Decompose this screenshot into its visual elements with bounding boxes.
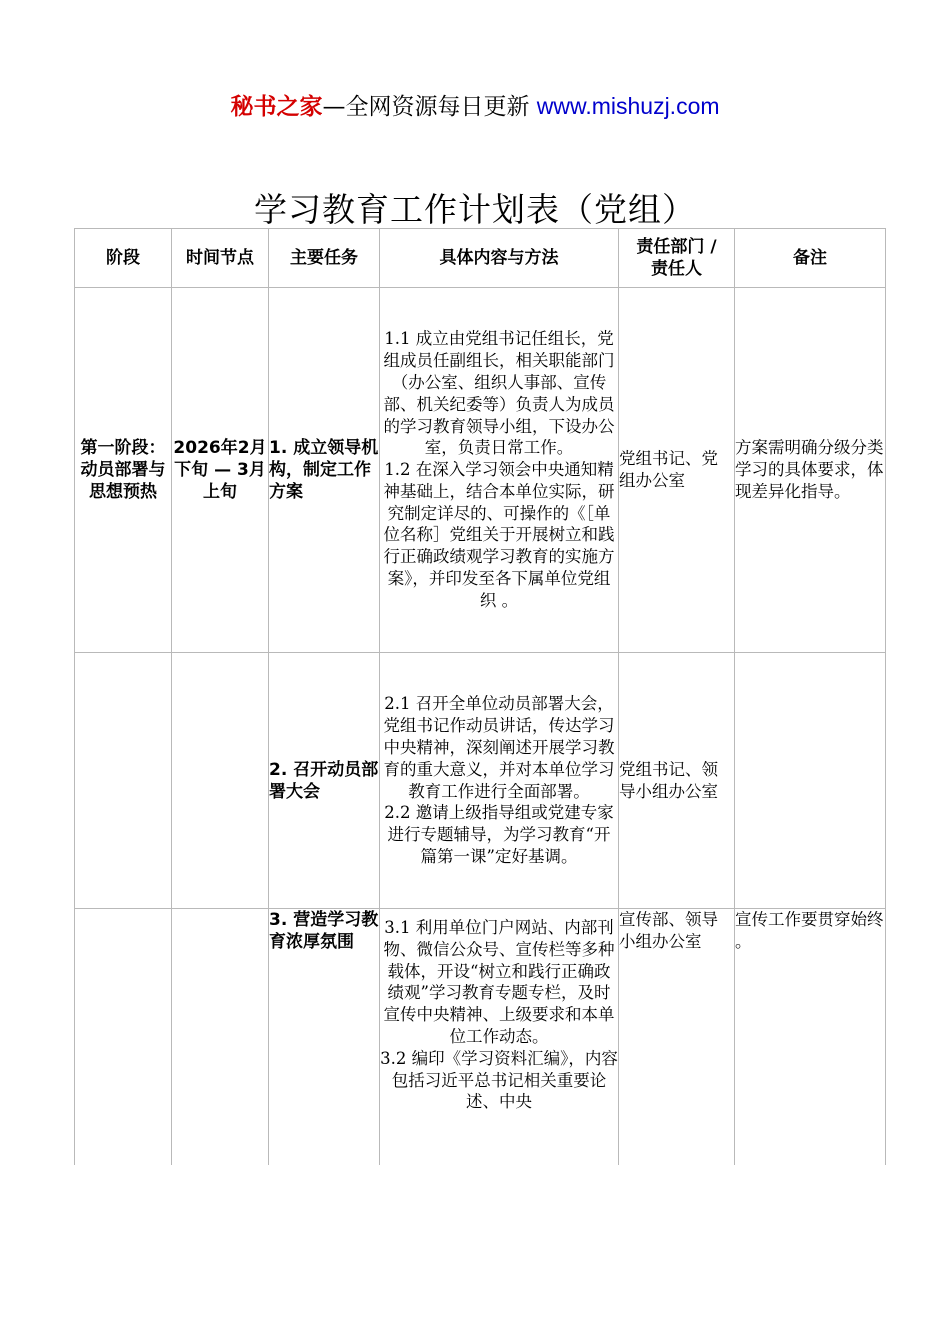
column-header-content: 具体内容与方法 [380,229,619,288]
table-row [75,909,886,1165]
table-row [75,288,886,653]
table-row [75,653,886,909]
content-cell [380,288,619,653]
slogan: —全网资源每日更新 [322,94,530,120]
content-paragraph: 2.2 邀请上级指导组或党建专家进行专题辅导，为学习教育“开篇第一课”定好基调。 [384,803,614,866]
dept-cell: 党组书记、党组办公室 [619,288,735,653]
time-cell: 2026年2月下旬 — 3月上旬 [172,288,269,653]
note-cell [735,653,886,909]
column-header-note: 备注 [735,229,886,288]
time-cell [172,909,269,1165]
task-cell: 2. 召开动员部署大会 [269,653,380,909]
content-paragraph: 1.2 在深入学习领会中央通知精神基础上，结合本单位实际，研究制定详尽的、可操作的《［单位名称］党组关于开展树立和践行正确政绩观学习教育的实施方案》，并印发至各下属单位党组织 。 [383,460,615,610]
column-header-dept: 责任部门 / 责任人 [619,229,735,288]
note-cell: 方案需明确分级分类学习的具体要求，体现差异化指导。 [735,288,886,653]
stage-cell: 第一阶段：动员部署与思想预热 [75,288,172,653]
stage-cell [75,909,172,1165]
content-paragraph: 1.1 成立由党组书记任组长，党组成员任副组长，相关职能部门（办公室、组织人事部、宣传部、机关纪委等）负责人为成员的学习教育领导小组，下设办公室，负责日常工作。 [383,329,615,458]
content-paragraph: 2.1 召开全单位动员部署大会，党组书记作动员讲话，传达学习中央精神，深刻阐述开展学习教育的重大意义，并对本单位学习教育工作进行全面部署。 [383,694,615,801]
task-cell: 1. 成立领导机构，制定工作方案 [269,288,380,653]
note-cell: 宣传工作要贯穿始终 。 [735,909,886,1165]
dept-cell: 宣传部、领导小组办公室 [619,909,735,1165]
time-cell [172,653,269,909]
content-cell [380,909,619,1165]
site-header [0,88,950,121]
table-header-row [75,229,886,288]
content-paragraph: 3.1 利用单位门户网站、内部刊物、微信公众号、宣传栏等多种载体，开设“树立和践行正确政绩观”学习教育专题专栏，及时宣传中央精神、上级要求和本单位工作动态。 [383,918,615,1046]
stage-cell [75,653,172,909]
site-link[interactable]: www.mishuzj.com [536,93,720,119]
brand-name: 秘书之家 [230,94,323,120]
column-header-task: 主要任务 [269,229,380,288]
plan-table [74,228,886,1165]
content-paragraph: 3.2 编印《学习资料汇编》，内容包括习近平总书记相关重要论述、中央 [380,1048,618,1112]
task-cell: 3. 营造学习教育浓厚氛围 [269,909,380,1165]
dept-cell: 党组书记、领导小组办公室 [619,653,735,909]
document-title: 学习教育工作计划表（党组） [254,190,696,229]
column-header-stage: 阶段 [75,229,172,288]
column-header-time: 时间节点 [172,229,269,288]
content-cell [380,653,619,909]
